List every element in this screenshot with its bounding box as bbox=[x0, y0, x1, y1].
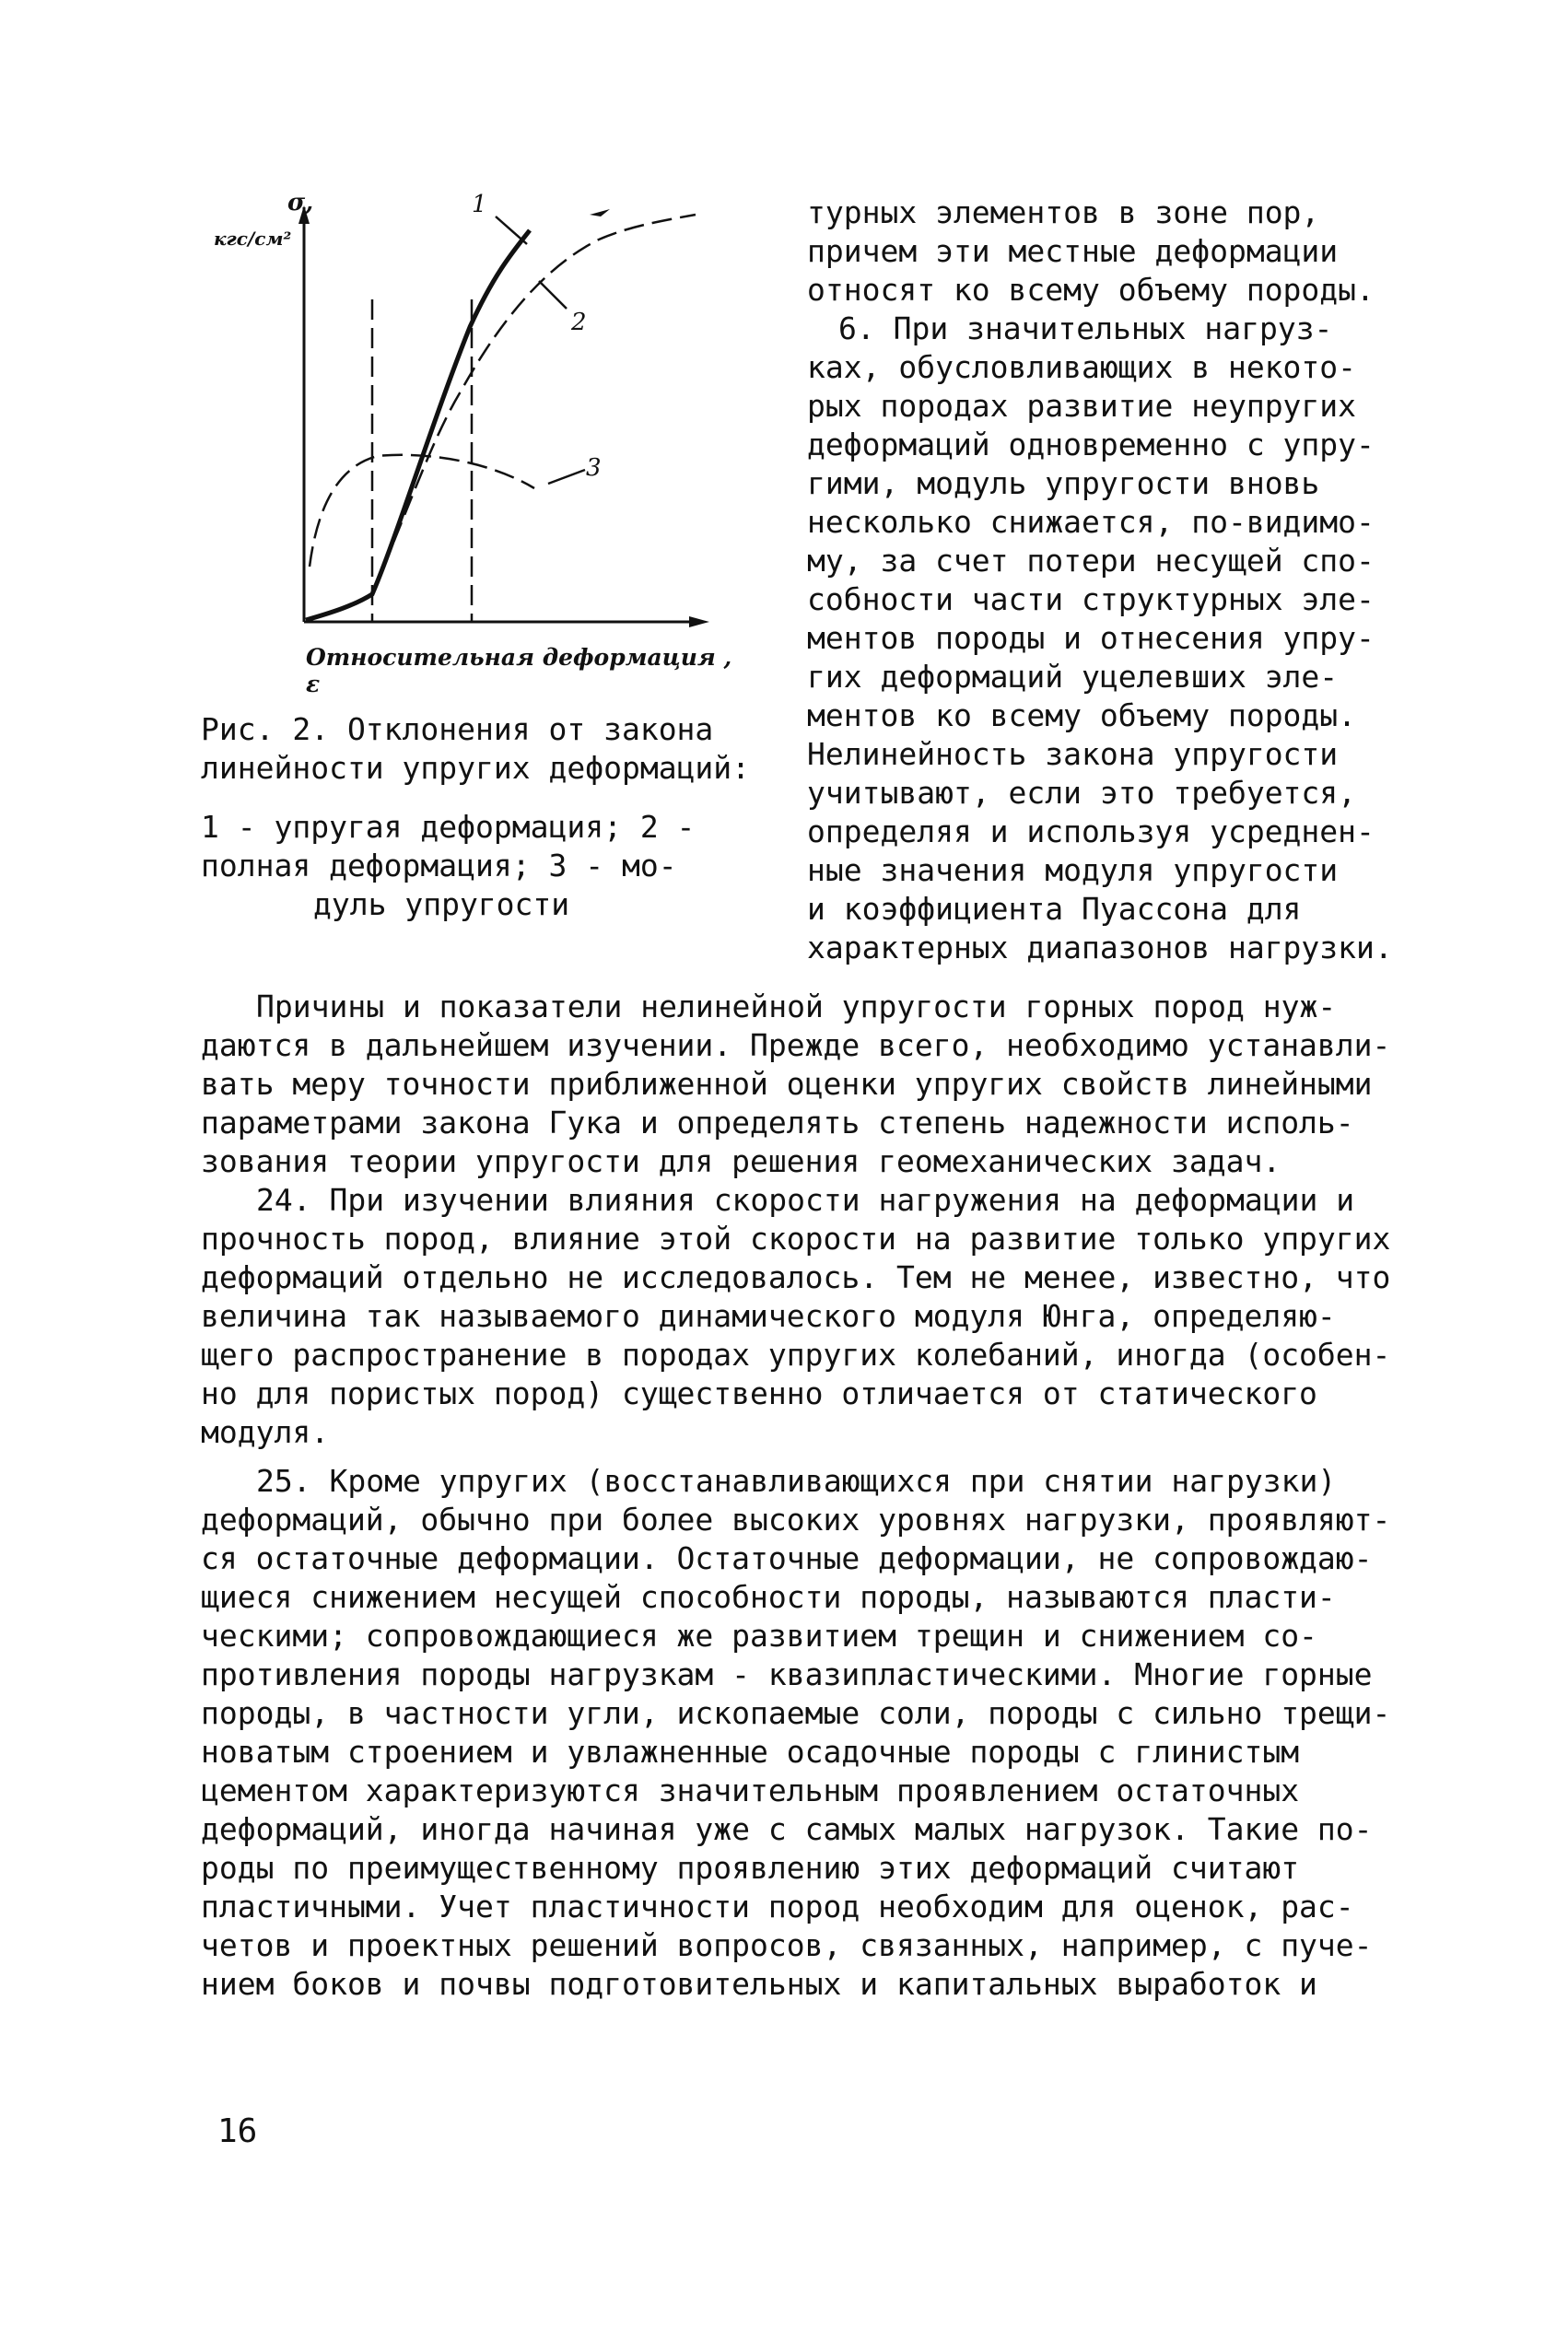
right-column-line: гими, модуль упругости вновь bbox=[807, 465, 1320, 501]
body-line: Причины и показатели нелинейной упругости горных пород нуж- bbox=[256, 989, 1337, 1024]
stress-strain-diagram bbox=[276, 189, 737, 705]
right-column-line: Нелинейность закона упругости bbox=[807, 736, 1339, 772]
figure-caption-line: дуль упругости bbox=[313, 886, 570, 922]
right-column-line: 6. При значительных нагруз- bbox=[838, 310, 1333, 346]
curve-label-3: 3 bbox=[586, 454, 602, 482]
leader-1 bbox=[496, 216, 527, 244]
right-column-line: относят ко всему объему породы. bbox=[807, 272, 1375, 308]
right-column-line: гих деформаций уцелевших эле- bbox=[807, 659, 1339, 695]
right-column-line: ментов породы и отнесения упру- bbox=[807, 620, 1375, 656]
body-line: зования теории упругости для решения геомеханических задач. bbox=[201, 1143, 1281, 1179]
right-column-line: и коэффициента Пуассона для bbox=[807, 891, 1302, 927]
y-axis-symbol: σ, bbox=[287, 189, 314, 216]
leader-2 bbox=[539, 281, 567, 309]
body-line: новатым строением и увлажненные осадочные породы с глинистым bbox=[201, 1734, 1300, 1770]
body-line: ческими; сопровождающиеся же развитием трещин и снижением со- bbox=[201, 1618, 1317, 1654]
curve-total-deformation bbox=[372, 215, 696, 594]
body-line: четов и проектных решений вопросов, связанных, например, с пуче- bbox=[201, 1927, 1373, 1963]
body-line: прочность пород, влияние этой скорости на развитие только упругих bbox=[201, 1221, 1391, 1257]
body-line: параметрами закона Гука и определять степень надежности исполь- bbox=[201, 1105, 1354, 1141]
figure-caption-line: Рис. 2. Отклонения от закона bbox=[201, 711, 714, 747]
figure-caption-line: линейности упругих деформаций: bbox=[201, 750, 751, 786]
body-line: модуля. bbox=[201, 1414, 330, 1450]
right-column-line: учитывают, если это требуется, bbox=[807, 775, 1357, 811]
body-line: деформаций, иногда начиная уже с самых малых нагрузок. Такие по- bbox=[201, 1811, 1373, 1847]
right-column-line: несколько снижается, по-видимо- bbox=[807, 504, 1375, 540]
right-column-line: деформаций одновременно с упру- bbox=[807, 427, 1375, 462]
body-line: породы, в частности угли, ископаемые соли, породы с сильно трещи- bbox=[201, 1695, 1391, 1731]
body-line: даются в дальнейшем изучении. Прежде всего, необходимо устанавли- bbox=[201, 1027, 1391, 1063]
body-line: 25. Кроме упругих (восстанавливающихся при снятии нагрузки) bbox=[256, 1463, 1337, 1499]
body-line: 24. При изучении влияния скорости нагружения на деформации и bbox=[256, 1182, 1355, 1218]
curve-label-2: 2 bbox=[571, 309, 587, 336]
right-column-line: ные значения модуля упругости bbox=[807, 852, 1339, 888]
body-line: деформаций, обычно при более высоких уровнях нагрузки, проявляют- bbox=[201, 1502, 1391, 1538]
right-column-line: турных элементов в зоне пор, bbox=[807, 194, 1320, 230]
body-line: вать меру точности приближенной оценки упругих свойств линейными bbox=[201, 1066, 1373, 1102]
small-arrow-icon bbox=[590, 209, 610, 216]
curve-elastic-deformation bbox=[306, 230, 530, 620]
right-column-line: причем эти местные деформации bbox=[807, 233, 1339, 269]
body-line: роды по преимущественному проявлению этих деформаций считают bbox=[201, 1850, 1300, 1886]
body-line: ся остаточные деформации. Остаточные деформации, не сопровождаю- bbox=[201, 1540, 1373, 1576]
right-column-line: собности части структурных эле- bbox=[807, 581, 1375, 617]
right-column-line: определяя и используя усреднен- bbox=[807, 813, 1375, 849]
x-axis-arrow-icon bbox=[689, 616, 709, 627]
right-column-line: ках, обусловливающих в некото- bbox=[807, 349, 1357, 385]
figure-caption-line: 1 - упругая деформация; 2 - bbox=[201, 809, 696, 845]
body-line: но для пористых пород) существенно отличается от статического bbox=[201, 1375, 1317, 1411]
leader-3 bbox=[548, 470, 585, 484]
x-axis-label: Относительная деформация , ε bbox=[306, 644, 732, 697]
right-column-line: характерных диапазонов нагрузки. bbox=[807, 930, 1393, 965]
body-line: противления породы нагрузкам - квазипластическими. Многие горные bbox=[201, 1656, 1373, 1692]
right-column-line: ментов ко всему объему породы. bbox=[807, 697, 1357, 733]
figure-caption-line: полная деформация; 3 - мо- bbox=[201, 848, 677, 883]
body-line: щиеся снижением несущей способности породы, называются пласти- bbox=[201, 1579, 1336, 1615]
body-line: величина так называемого динамического модуля Юнга, определяю- bbox=[201, 1298, 1336, 1334]
body-line: цементом характеризуются значительным проявлением остаточных bbox=[201, 1772, 1300, 1808]
right-column-line: му, за счет потери несущей спо- bbox=[807, 543, 1375, 579]
body-line: деформаций отдельно не исследовалось. Тем не менее, известно, что bbox=[201, 1259, 1391, 1295]
body-line: нием боков и почвы подготовительных и капитальных выработок и bbox=[201, 1966, 1317, 2002]
curve-label-1: 1 bbox=[472, 191, 487, 218]
body-line: пластичными. Учет пластичности пород необходим для оценок, рас- bbox=[201, 1889, 1354, 1924]
y-axis-unit: кгс/см² bbox=[214, 228, 292, 250]
figure-2 bbox=[214, 189, 737, 705]
right-column-line: рых породах развитие неупругих bbox=[807, 388, 1357, 424]
body-line: щего распространение в породах упругих колебаний, иногда (особен- bbox=[201, 1337, 1391, 1373]
page-number: 16 bbox=[217, 2112, 258, 2150]
